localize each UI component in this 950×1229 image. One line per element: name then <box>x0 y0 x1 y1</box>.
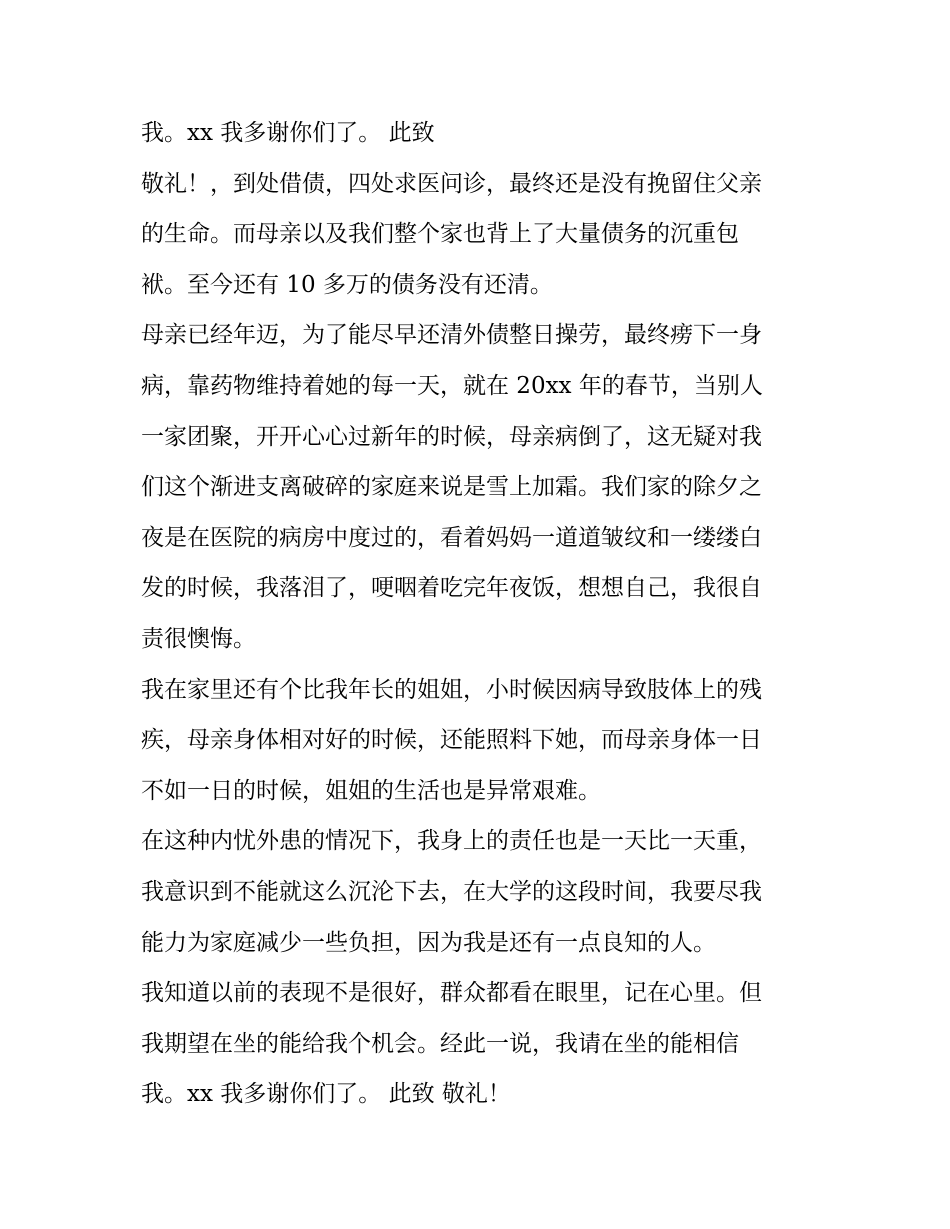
text-line: 我。xx 我多谢你们了。 此致 <box>141 120 435 146</box>
text-line: 疾，母亲身体相对好的时候，还能照料下她，而母亲身体一日 <box>141 727 762 754</box>
text-line: 我。xx 我多谢你们了。 此致 敬礼！ <box>141 1081 511 1108</box>
text-line: 在这种内忧外患的情况下，我身上的责任也是一天比一天重， <box>141 828 762 855</box>
text-line: 我期望在坐的能给我个机会。经此一说，我请在坐的能相信 <box>141 1030 739 1057</box>
text-line: 发的时候，我落泪了，哽咽着吃完年夜饭，想想自己，我很自 <box>141 575 762 602</box>
text-line: 夜是在医院的病房中度过的，看着妈妈一道道皱纹和一缕缕白 <box>141 524 762 551</box>
text-line: 们这个渐进支离破碎的家庭来说是雪上加霜。我们家的除夕之 <box>141 474 762 501</box>
text-line: 我意识到不能就这么沉沦下去，在大学的这段时间，我要尽我 <box>141 878 762 905</box>
text-line: 母亲已经年迈，为了能尽早还清外债整日操劳，最终痨下一身 <box>141 322 762 349</box>
document-body <box>141 108 821 1120</box>
text-line: 我知道以前的表现不是很好，群众都看在眼里，记在心里。但 <box>141 980 762 1007</box>
text-line: 敬礼！，到处借债，四处求医问诊，最终还是没有挽留住父亲 <box>141 170 762 197</box>
text-line: 的生命。而母亲以及我们整个家也背上了大量债务的沉重包 <box>141 221 739 248</box>
text-line: 病，靠药物维持着她的每一天，就在 20xx 年的春节，当别人 <box>141 372 763 399</box>
text-line: 不如一日的时候，姐姐的生活也是异常艰难。 <box>141 777 601 804</box>
text-line: 能力为家庭减少一些负担，因为我是还有一点良知的人。 <box>141 929 716 956</box>
text-line: 一家团聚，开开心心过新年的时候，母亲病倒了，这无疑对我 <box>141 423 762 450</box>
text-line: 我在家里还有个比我年长的姐姐，小时候因病导致肢体上的残 <box>141 676 762 703</box>
text-line: 袱。至今还有 10 多万的债务没有还清。 <box>141 271 553 298</box>
text-line: 责很懊悔。 <box>141 625 256 652</box>
